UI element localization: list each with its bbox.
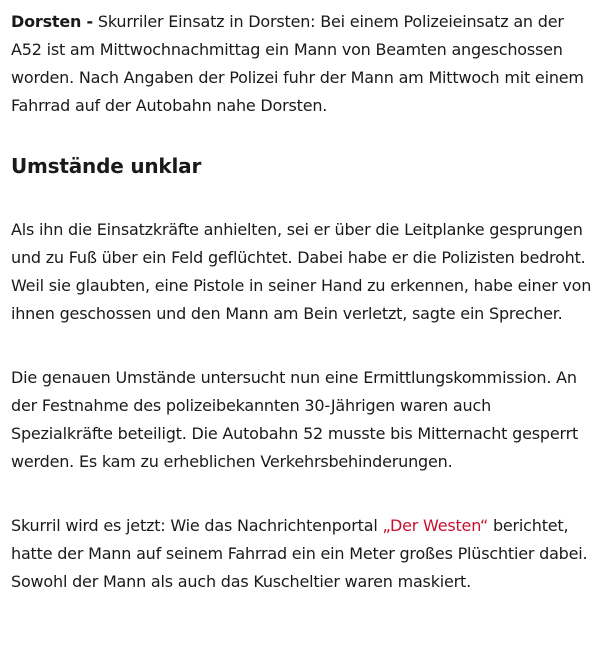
- plush-text-before: Skurril wird es jetzt: Wie das Nachrichtenportal: [11, 516, 383, 535]
- paragraph-flight: Als ihn die Einsatzkräfte anhielten, sei er über die Leitplanke gesprungen und zu Fuß über ein Feld geflüchtet. Dabei habe er die Polizisten bedroht. Weil sie glaubten, eine Pistole in seiner Hand zu erkennen, habe einer von ihnen geschossen und den Mann am Bein verletzt, sagte ein Sprecher.: [11, 220, 592, 323]
- der-westen-link[interactable]: „Der Westen“: [382, 516, 489, 535]
- paragraph-plush-toy: [11, 512, 592, 596]
- plush-text-after: berichtet, hatte der Mann auf seinem Fahrrad ein ein Meter großes Plüschtier dabei. Sowohl der Mann als auch das Kuscheltier waren maskiert.: [11, 516, 588, 591]
- intro-text: Skurriler Einsatz in Dorsten: Bei einem Polizeieinsatz an der A52 ist am Mittwochnachmittag ein Mann von Beamten angeschossen worden. Nach Angaben der Polizei fuhr der Mann am Mittwoch mit einem Fahrrad auf der Autobahn nahe Dorsten.: [11, 12, 584, 115]
- section-heading: Umstände unklar: [11, 154, 202, 178]
- paragraph-investigation: Die genauen Umstände untersucht nun eine Ermittlungskommission. An der Festnahme des polizeibekannten 30-Jährigen waren auch Spezialkräfte beteiligt. Die Autobahn 52 musste bis Mitternacht gesperrt werden. Es kam zu erheblichen Verkehrsbehinderungen.: [11, 368, 579, 471]
- intro-paragraph: [11, 8, 592, 120]
- dateline: Dorsten -: [11, 12, 93, 31]
